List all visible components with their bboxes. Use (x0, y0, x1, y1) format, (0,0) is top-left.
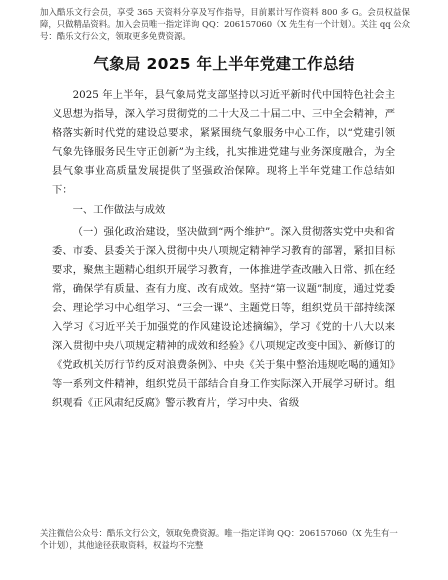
header-notice: 加入酷乐文行会员，享受 365 天资料分享及写作指导，目前累计写作资料 800 多 G。会员权益保障，只做精品资料。加入会员唯一指定详询 QQ：206157060（X 先生有一个计划）。关注 qq 公众号：酷乐文行公文，领取更多免费资源。 (40, 7, 410, 41)
document-title: 气象局 2025 年上半年党建工作总结 (93, 55, 355, 73)
section-heading: 一、工作做法与成效 (72, 204, 166, 216)
intro-paragraph: 2025 年上半年，县气象局党支部坚持以习近平新时代中国特色社会主义思想为指导，深入学习贯彻党的二十大及二十届二中、三中全会精神，严格落实新时代党的建设总要求，紧紧围绕气象服务中心工作，以“党建引领气象先锋服务民生守正创新”为主线，扎实推进党建与业务深度融合，为全县气象事业高质量发展提供了坚强政治保障。现将上半年党建工作总结如下： (52, 89, 395, 196)
document-body (52, 86, 395, 413)
footer-notice: 关注微信公众号：酷乐文行公文，领取免费资源。唯一指定详询 QQ：206157060（X 先生有一个计划），其他途径获取资料，权益均不完整 (40, 528, 398, 550)
sub-section-paragraph: （一）强化政治建设，坚决做到“两个维护”。深入贯彻落实党中央和省委、市委、县委关于深入贯彻中央八项规定精神学习教育的部署，紧扣目标要求，聚焦主题精心组织开展学习教育，一体推进学查改融入日常、抓在经常，确保学有质量、查有力度、改有成效。坚持“第一议题”制度，通过党委会、理论学习中心组学习、“三会一课”、主题党日等，组织党员干部持续深入学习《习近平关于加强党的作风建设论述摘编》，学习《党的十八大以来深入贯彻中央八项规定精神的成效和经验》《八项规定改变中国》、新修订的《党政机关厉行节约反对浪费条例》、中央《关于集中整治违规吃喝的通知》等一系列文件精神，组织党员干部结合自身工作实际深入开展学习研讨。组织观看《正风肃纪反腐》警示教育片，学习中央、省级 (52, 226, 395, 409)
